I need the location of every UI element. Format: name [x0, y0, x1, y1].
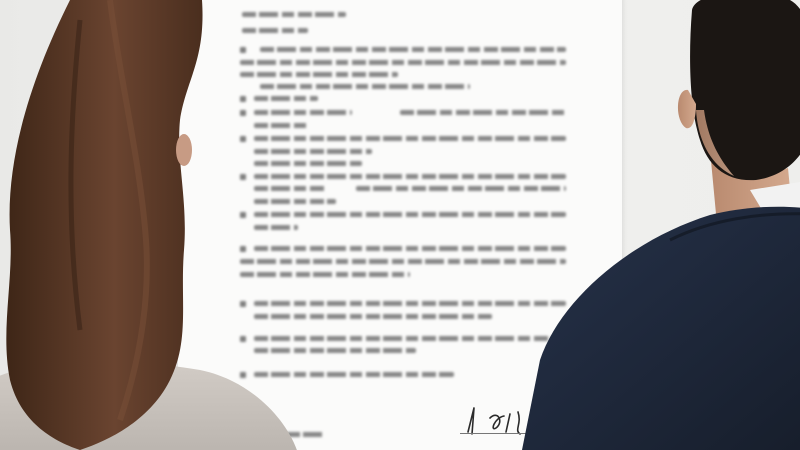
woman-figure	[0, 0, 300, 450]
man-figure	[520, 0, 800, 450]
